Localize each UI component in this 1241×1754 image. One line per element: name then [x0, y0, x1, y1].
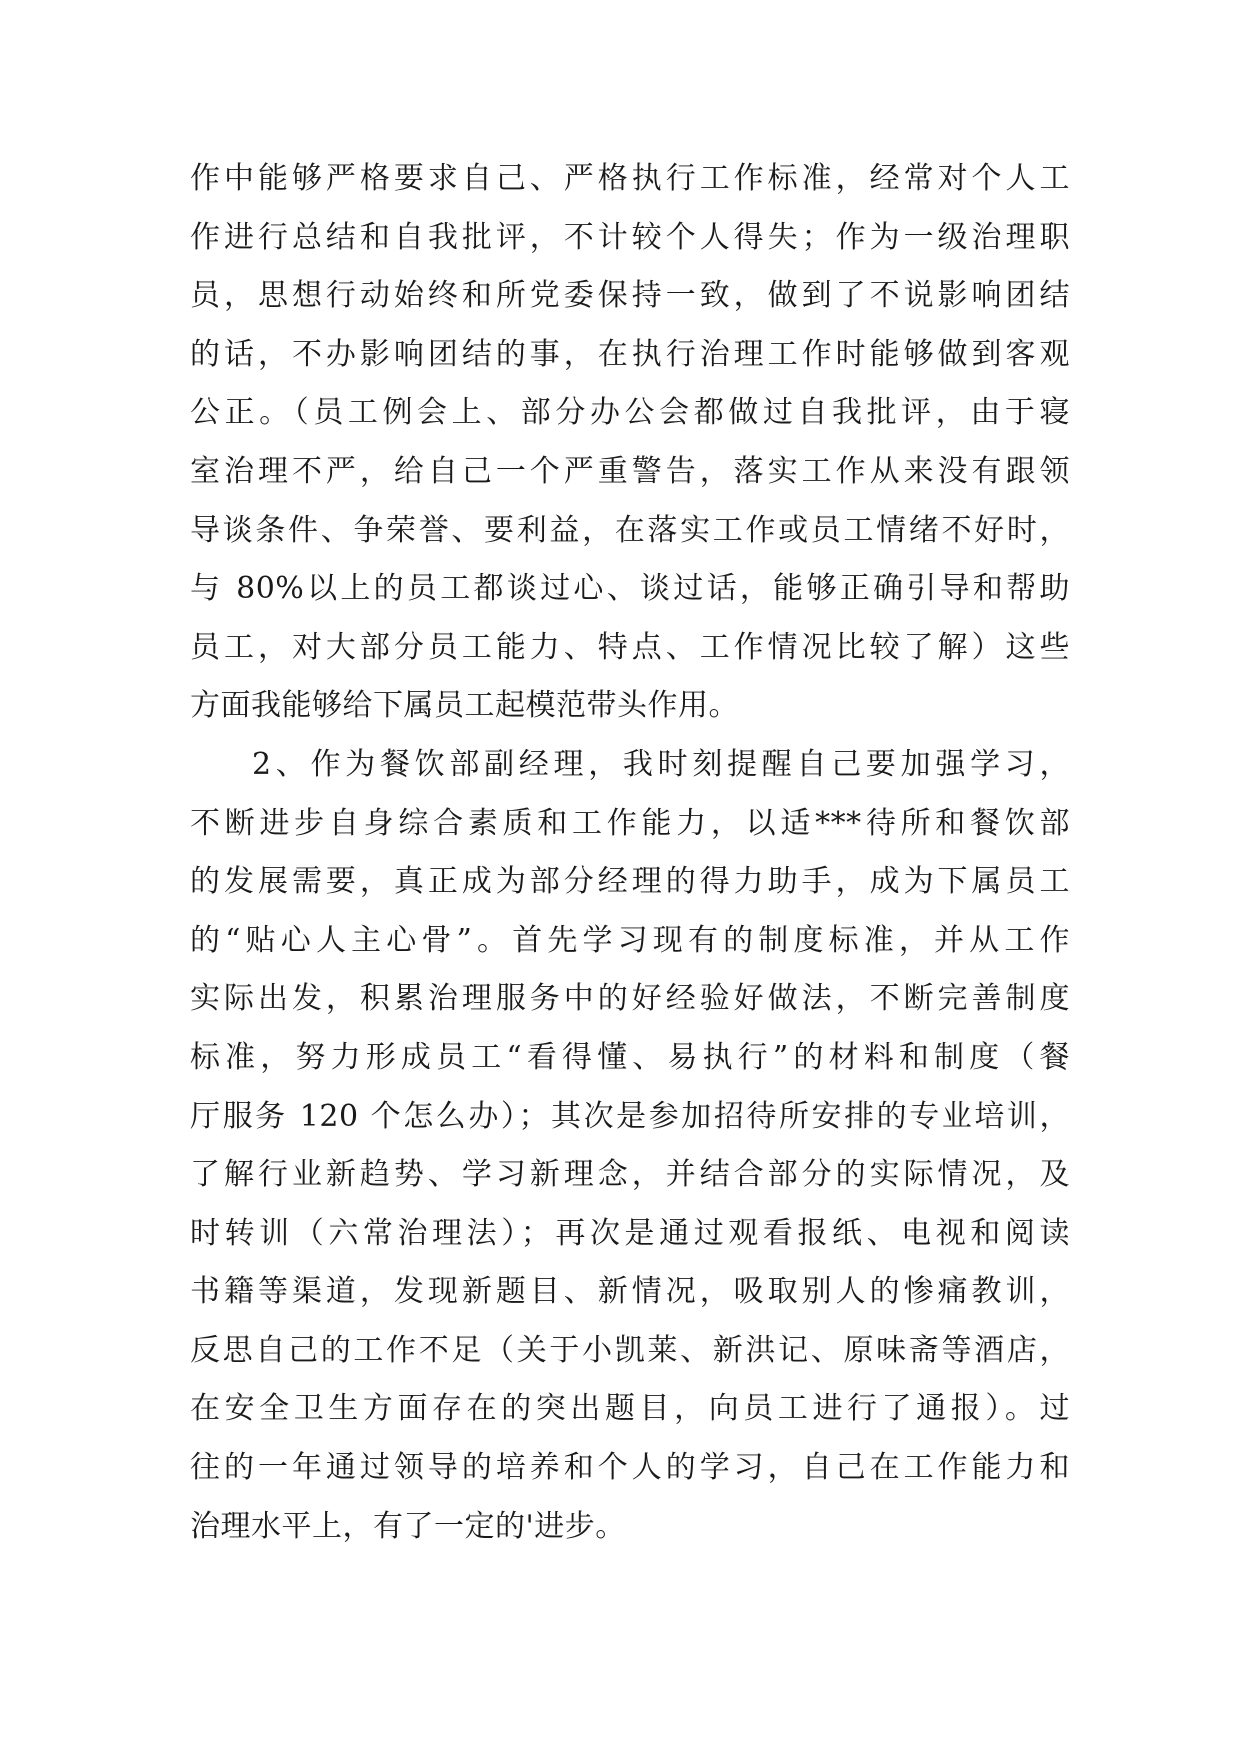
paragraph-line: 与 80%以上的员工都谈过心、谈过话，能够正确引导和帮助	[190, 571, 1070, 607]
paragraph-line: 方面我能够给下属员工起模范带头作用。	[190, 688, 739, 724]
paragraph-line: 员，思想行动始终和所党委保持一致，做到了不说影响团结	[190, 278, 1070, 314]
paragraph-line: 的话，不办影响团结的事，在执行治理工作时能够做到客观	[190, 336, 1070, 372]
paragraph-line: 导谈条件、争荣誉、要利益，在落实工作或员工情绪不好时，	[190, 512, 1070, 548]
paragraph-line: 在安全卫生方面存在的突出题目，向员工进行了通报）。过	[190, 1391, 1070, 1427]
paragraph-line: 员工，对大部分员工能力、特点、工作情况比较了解）这些	[190, 629, 1070, 665]
paragraph-line: 反思自己的工作不足（关于小凯莱、新洪记、原味斋等酒店，	[190, 1332, 1070, 1368]
paragraph-line: 的“贴心人主心骨”。首先学习现有的制度标准，并从工作	[190, 922, 1070, 958]
paragraph-line: 室治理不严，给自己一个严重警告，落实工作从来没有跟领	[190, 453, 1070, 489]
paragraph-line: 作进行总结和自我批评，不计较个人得失；作为一级治理职	[190, 219, 1070, 255]
paragraph-line: 治理水平上，有了一定的'进步。	[190, 1508, 626, 1544]
paragraph-line: 2、作为餐饮部副经理，我时刻提醒自己要加强学习，	[252, 746, 1070, 782]
paragraph-line: 标准，努力形成员工“看得懂、易执行”的材料和制度（餐	[190, 1039, 1070, 1075]
paragraph-line: 书籍等渠道，发现新题目、新情况，吸取别人的惨痛教训，	[190, 1274, 1070, 1310]
paragraph-line: 往的一年通过领导的培养和个人的学习，自己在工作能力和	[190, 1450, 1070, 1486]
paragraph-line: 时转训（六常治理法）；再次是通过观看报纸、电视和阅读	[190, 1215, 1070, 1251]
paragraph-2	[190, 736, 1070, 1556]
paragraph-line: 厅服务 120 个怎么办）；其次是参加招待所安排的专业培训，	[190, 1098, 1070, 1134]
paragraph-line: 实际出发，积累治理服务中的好经验好做法，不断完善制度	[190, 981, 1070, 1017]
paragraph-line: 不断进步自身综合素质和工作能力，以适***待所和餐饮部	[190, 805, 1070, 841]
paragraph-line: 作中能够严格要求自己、严格执行工作标准，经常对个人工	[190, 161, 1070, 196]
paragraph-line: 了解行业新趋势、学习新理念，并结合部分的实际情况，及	[190, 1157, 1070, 1193]
paragraph-line: 的发展需要，真正成为部分经理的得力助手，成为下属员工	[190, 864, 1070, 900]
paragraph-line: 公正。（员工例会上、部分办公会都做过自我批评，由于寝	[190, 395, 1070, 431]
paragraph-1	[190, 150, 1070, 736]
document-body	[190, 150, 1070, 1556]
